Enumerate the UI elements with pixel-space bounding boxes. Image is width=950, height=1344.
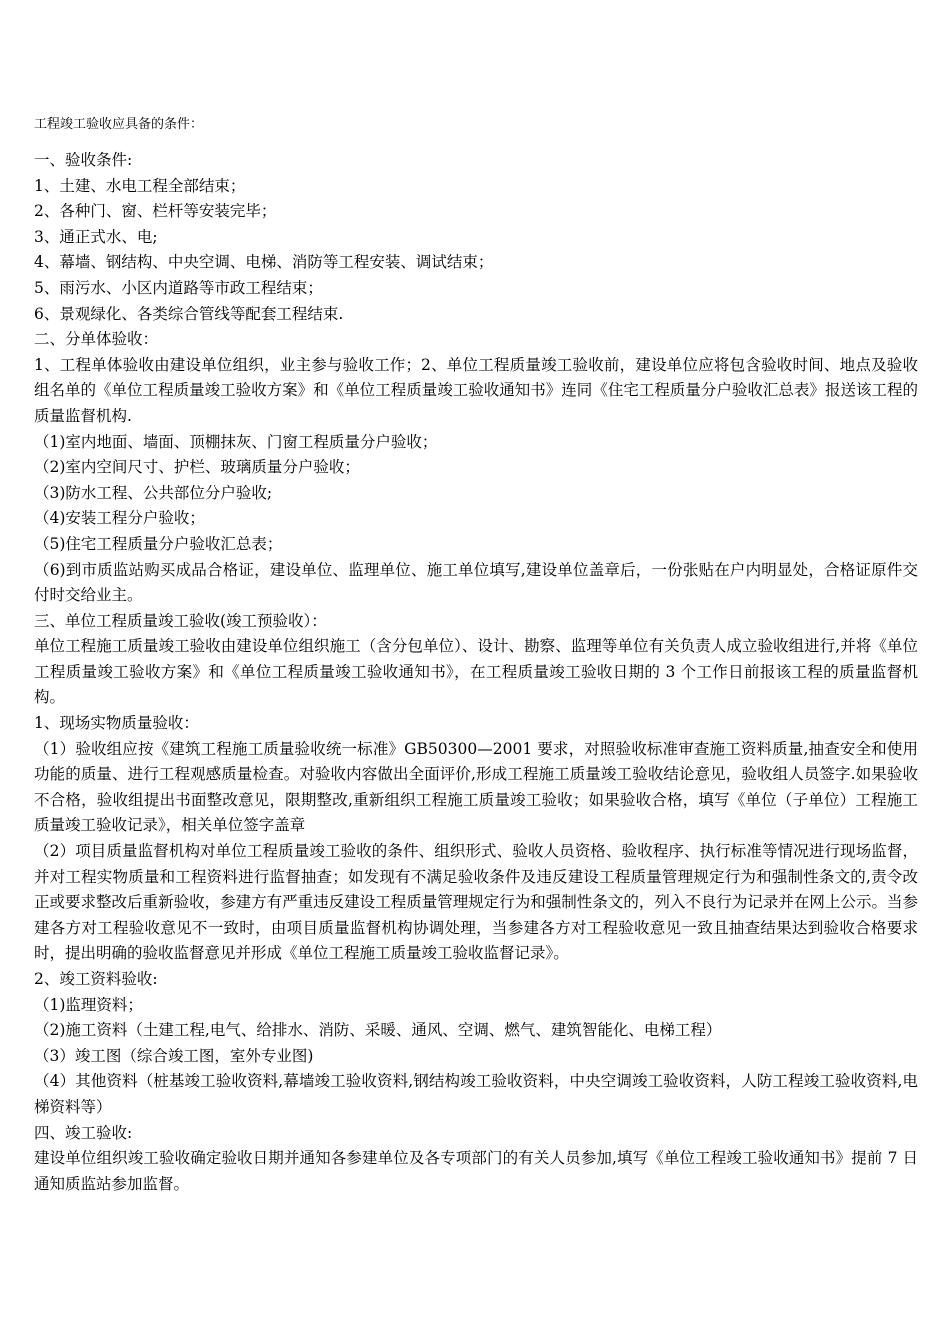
list-item: 5、雨污水、小区内道路等市政工程结束； [34, 278, 323, 297]
list-item: （4)安装工程分户验收； [34, 509, 205, 528]
paragraph: 建设单位组织竣工验收确定验收日期并通知各参建单位及各专项部门的有关人员参加,填写《单位工程竣工验收通知书》提前 7 日通知质监站参加监督。 [34, 1149, 918, 1193]
list-item: 2、各种门、窗、栏杆等安装完毕； [34, 202, 277, 221]
list-item: （1)室内地面、墙面、顶棚抹灰、门窗工程质量分户验收； [34, 432, 438, 451]
subsection-heading-documents: 2、竣工资料验收: [34, 970, 158, 988]
list-item: 3、通正式水、电; [34, 227, 158, 246]
list-item: （2)室内空间尺寸、护栏、玻璃质量分户验收； [34, 458, 360, 477]
section-heading-unit-acceptance: 二、分单体验收： [34, 330, 159, 349]
list-item: 6、景观绿化、各类综合管线等配套工程结束. [34, 304, 344, 323]
paragraph: 1、工程单体验收由建设单位组织，业主参与验收工作；2、单位工程质量竣工验收前，建设单位应将包含验收时间、地点及验收组名单的《单位工程质量竣工验收方案》和《单位工程质量竣工验收通知书》连同《住宅工程质量分户验收汇总表》报送该工程的质量监督机构. [34, 355, 918, 425]
list-item: 4、幕墙、钢结构、中央空调、电梯、消防等工程安装、调试结束； [34, 253, 494, 272]
list-item: （3)防水工程、公共部位分户验收; [34, 483, 273, 502]
list-item: （1)监理资料； [34, 995, 143, 1014]
document-title: 工程竣工验收应具备的条件： [34, 117, 204, 132]
list-item: 1、土建、水电工程全部结束； [34, 176, 246, 195]
paragraph: 单位工程施工质量竣工验收由建设单位组织施工（含分包单位）、设计、勘察、监理等单位有关负责人成立验收组进行,并将《单位工程质量竣工验收方案》和《单位工程质量竣工验收通知书》，在工程质量竣工验收日期的 3 个工作日前报该工程的质量监督机构。 [34, 637, 918, 707]
paragraph: （1）验收组应按《建筑工程施工质量验收统一标准》GB50300—2001 要求，对照验收标准审查施工资料质量,抽查安全和使用功能的质量、进行工程观感质量检查。对验收内容做出全面评价,形成工程施工质量竣工验收结论意见，验收组人员签字.如果验收不合格，验收组提出书面整改意见，限期整改,重新组织工程施工质量竣工验收；如果验收合格，填写《单位（子单位）工程施工质量竣工验收记录》，相关单位签字盖章 [34, 739, 918, 835]
document-body [34, 148, 918, 1197]
paragraph: （2）项目质量监督机构对单位工程质量竣工验收的条件、组织形式、验收人员资格、验收程序、执行标准等情况进行现场监督，并对工程实物质量和工程资料进行监督抽查；如发现有不满足验收条件及违反建设工程质量管理规定行为和强制性条文的,责令改正或要求整改后重新验收，参建方有严重违反建设工程质量管理规定行为和强制性条文的，列入不良行为记录并在网上公示。当参建各方对工程验收意见不一致时，由项目质量监督机构协调处理，当参建各方对工程验收意见一致且抽查结果达到验收合格要求时，提出明确的验收监督意见并形成《单位工程施工质量竣工验收监督记录》。 [34, 842, 918, 963]
list-item: （4）其他资料（桩基竣工验收资料,幕墙竣工验收资料,钢结构竣工验收资料，中央空调竣工验收资料，人防工程竣工验收资料,电梯资料等） [34, 1072, 918, 1116]
section-heading-final-acceptance: 四、竣工验收: [34, 1123, 133, 1142]
list-item: （5)住宅工程质量分户验收汇总表； [34, 534, 283, 553]
subsection-heading-onsite-quality: 1、现场实物质量验收： [34, 714, 199, 733]
section-heading-quality-acceptance: 三、单位工程质量竣工验收(竣工预验收）： [34, 611, 327, 630]
list-item: （3）竣工图（综合竣工图，室外专业图) [34, 1046, 314, 1065]
list-item: （2)施工资料（土建工程,电气、给排水、消防、采暖、通风、空调、燃气、建筑智能化、电梯工程） [34, 1021, 722, 1040]
section-heading-acceptance-conditions: 一、验收条件: [34, 151, 133, 169]
list-item: （6)到市质监站购买成品合格证，建设单位、监理单位、施工单位填写,建设单位盖章后，一份张贴在户内明显处，合格证原件交付时交给业主。 [34, 560, 918, 605]
